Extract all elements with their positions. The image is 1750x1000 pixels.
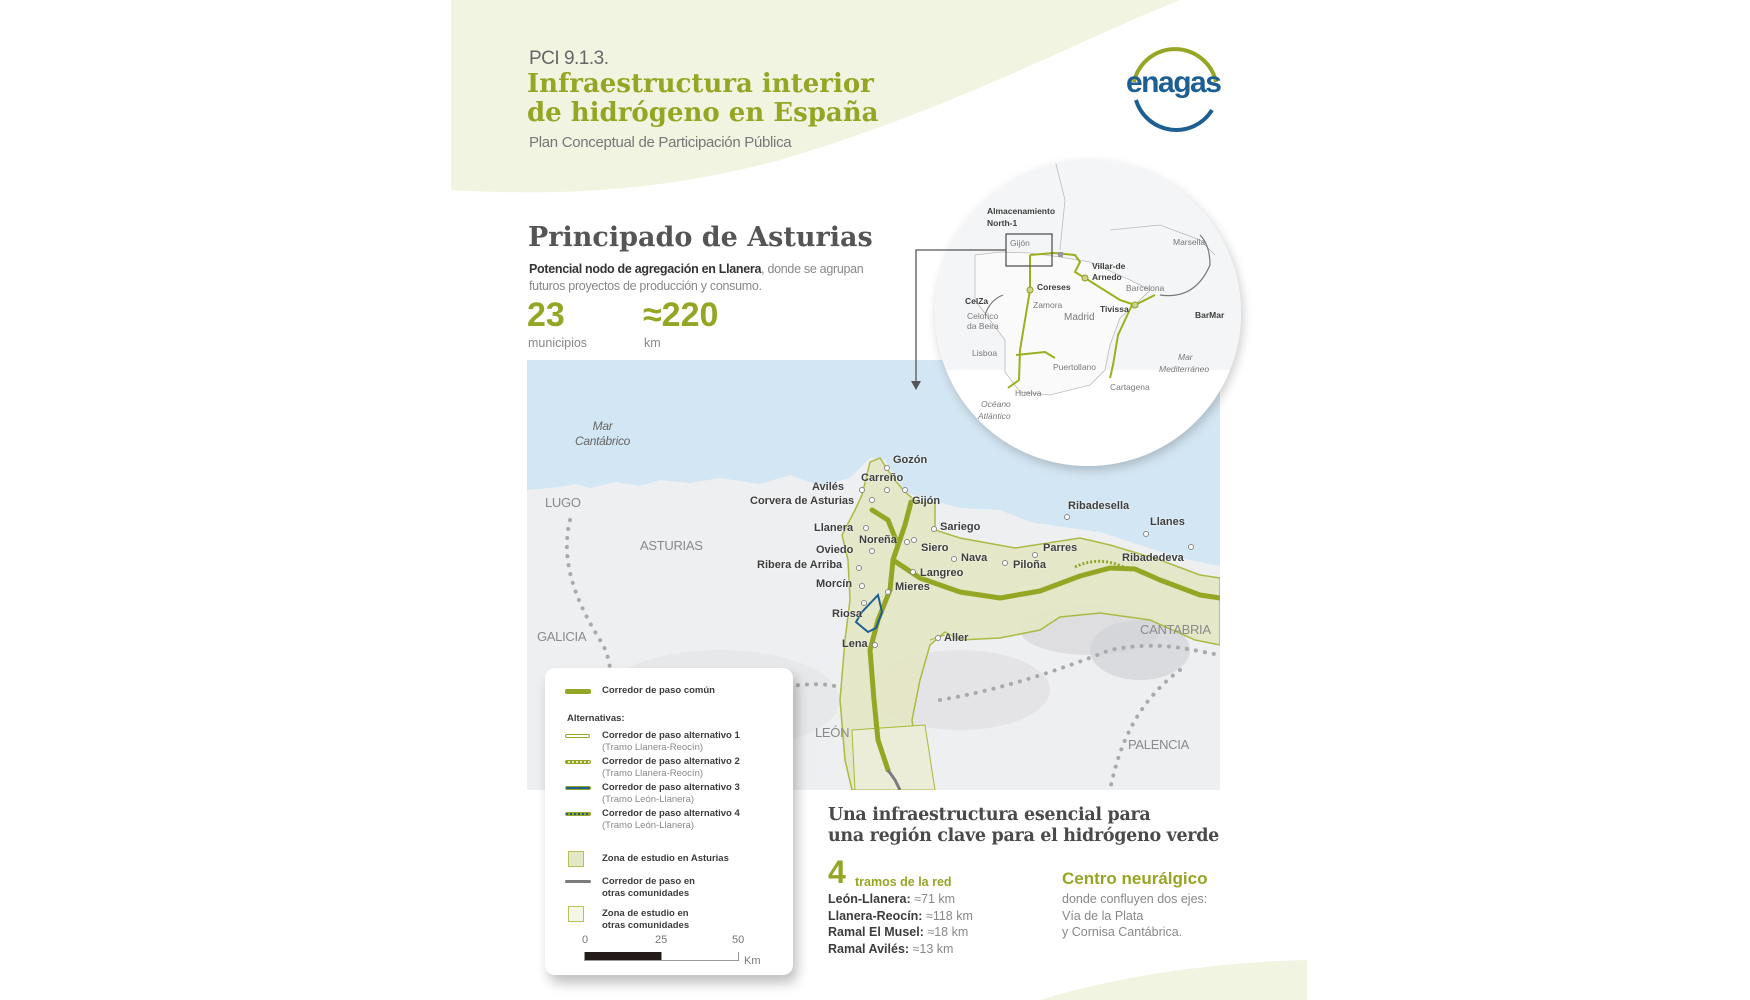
inset-label: CelZa [965,296,989,306]
desc-line-2: futuros proyectos de producción y consumo. [529,279,762,293]
municipality-label: Lena [842,638,868,650]
municipality-marker [904,539,910,545]
hub-description [1062,891,1207,941]
municipality-marker [902,487,908,493]
municipality-marker [859,487,865,493]
legend-sublabel: (Tramo Llanera-Reocín) [602,742,704,753]
scale-unit: Km [744,955,761,967]
hub-title: Centro neurálgico [1062,869,1208,888]
desc-bold: Potencial nodo de agregación en Llanera [529,262,762,276]
common-swatch [565,689,591,694]
section-item [828,941,973,958]
inset-label: Atlántico [978,411,1011,421]
header-subtitle: Plan Conceptual de Participación Pública [529,134,792,151]
municipality-marker [910,569,916,575]
scale-tick: 0 [582,934,589,946]
hub-line-3: y Cornisa Cantábrica. [1062,925,1183,939]
municipality-label: Ribadesella [1068,500,1130,512]
municipality-label: Carreño [861,472,904,484]
logo-text: enagas [1126,66,1221,99]
municipality-label: Avilés [812,481,845,493]
sea-label [575,419,630,449]
inset-label: Barcelona [1126,283,1165,293]
section-length: ≈13 km [912,941,954,956]
sections-list [828,891,973,957]
municipality-label: Gozón [893,454,928,466]
municipality-label: Oviedo [816,544,854,556]
section-name: Llanera-Reocín: [828,908,923,923]
municipality-marker [861,600,867,606]
sea-label-2: Cantábrico [575,434,631,448]
inset-label: Mediterráneo [1159,364,1210,374]
footer-wave [1040,960,1307,1000]
alt4-swatch [565,812,591,816]
inset-label: Zamora [1033,300,1063,310]
inset-label: Marsella [1173,237,1206,247]
municipality-marker [872,642,878,648]
legend-text [602,730,740,754]
region-description [529,261,863,295]
legend-sublabel: (Tramo Llanera-Reocín) [602,768,704,779]
inset-label: Tivissa [1100,304,1129,314]
municipality-marker [911,537,917,543]
other-corridor-swatch [565,880,591,883]
inset-label: Madrid [1064,312,1095,323]
municipality-marker [1032,552,1038,558]
inset-label: BarMar [1195,310,1225,320]
municipality-label: Morcín [816,578,853,590]
municipality-label: Ribera de Arriba [757,559,843,571]
municipality-marker [869,497,875,503]
section-length: ≈71 km [914,892,956,906]
municipality-label: Ribadedeva [1122,552,1184,564]
stat-km-label: km [644,336,661,350]
region-label: CANTABRIA [1140,622,1211,637]
section-item [828,908,973,925]
inset-label: Celorico [967,311,999,321]
municipality-marker [863,525,869,531]
municipality-marker [1143,531,1149,537]
municipality-marker [931,526,937,532]
legend-text [602,876,695,900]
municipality-marker [1002,560,1008,566]
zone-asturias-swatch [568,851,584,867]
municipality-label: Nava [961,552,988,564]
region-label: LUGO [545,495,581,510]
summary-title-2: una región clave para el hidrógeno verde [828,826,1219,846]
inset-label: North-1 [987,218,1018,228]
legend-label: Corredor de paso alternativo 2 [602,756,740,767]
legend-label: Corredor de paso alternativo 4 [602,808,740,819]
inset-label: Villar-de [1092,261,1126,271]
inset-label: Lisboa [972,348,998,358]
municipality-label: Parres [1043,542,1078,554]
region-label: GALICIA [537,629,587,644]
municipality-label: Sariego [940,521,981,533]
municipality-label: Langreo [920,567,964,579]
legend-text: Corredor de paso común [602,685,715,696]
legend-label: otras comunidades [602,920,690,931]
sea-label-1: Mar [592,419,613,433]
region-label: LEÓN [815,725,850,740]
legend-text [602,782,740,806]
municipality-marker [859,583,865,589]
alt2-swatch [565,760,591,764]
municipality-marker [951,556,957,562]
inset-label: Puertollano [1053,362,1097,372]
alt1-swatch [565,734,590,738]
stat-km-value: ≈220 [643,296,719,334]
section-length: ≈118 km [925,908,973,923]
hub-line-1: donde confluyen dos ejes: [1062,892,1208,906]
stat-municipalities-value: 23 [527,296,565,334]
summary-title-1: Una infraestructura esencial para [828,805,1151,825]
pci-code: PCI 9.1.3. [529,48,609,69]
inset-label: Cartagena [1110,382,1150,392]
municipality-label: Llanes [1150,516,1185,528]
legend-text [602,756,740,780]
legend-text [602,808,740,832]
municipality-marker [1188,544,1194,550]
municipality-marker [869,548,875,554]
legend-sublabel: (Tramo León-Llanera) [602,820,695,831]
municipality-label: Noreña [859,534,897,546]
legend-label: Corredor de paso alternativo 1 [602,730,740,741]
municipality-marker [885,589,891,595]
hub-line-2: Vía de la Plata [1062,908,1144,923]
scale-tick: 50 [732,934,745,946]
stat-municipalities-label: municipios [528,336,588,350]
legend-label: Zona de estudio en [602,908,689,919]
title-line-2: de hidrógeno en España [527,98,879,128]
scale-tick: 25 [655,934,668,946]
legend-label: Corredor de paso en [602,876,695,887]
section-item [828,924,973,941]
scale-bar-graphic [584,952,739,961]
inset-label: Coreses [1037,282,1071,292]
inset-label: da Beira [967,321,999,331]
municipality-label: Llanera [814,522,854,534]
legend-label: otras comunidades [602,888,690,899]
legend-text [602,908,689,932]
sections-count: 4 [828,854,846,890]
region-label: ASTURIAS [640,538,703,553]
municipality-marker [884,465,890,471]
inset-label: Gijón [1010,238,1030,248]
region-label: PALENCIA [1128,737,1189,752]
municipality-marker [856,565,862,571]
main-title [527,70,879,128]
other-zone-swatch [568,906,584,922]
municipality-label: Gijón [912,495,941,507]
municipality-label: Riosa [832,608,862,620]
municipality-label: Siero [921,542,949,554]
summary-title [828,805,1219,847]
municipality-label: Piloña [1013,559,1047,571]
inset-label: Arnedo [1092,272,1122,282]
municipality-label: Aller [944,632,969,644]
municipality-marker [935,635,941,641]
title-line-1: Infraestructura interior [527,69,874,99]
section-item [828,891,973,908]
inset-label: Almacenamiento [987,206,1056,216]
inset-label: Mar [1178,352,1193,362]
section-name: Ramal Avilés: [828,941,910,956]
section-name: Ramal El Musel: [828,925,924,939]
section-name: León-Llanera: [828,892,911,906]
alt3-swatch [565,786,591,790]
legend-text: Zona de estudio en Asturias [602,853,729,864]
map-legend [545,668,793,975]
legend-sublabel: (Tramo León-Llanera) [602,794,695,805]
legend-alternatives-heading: Alternativas: [567,713,625,724]
region-title: Principado de Asturias [528,222,873,253]
sections-label: tramos de la red [855,875,952,889]
legend-label: Corredor de paso alternativo 3 [602,782,740,793]
inset-label: Océano [981,399,1011,409]
municipality-label: Mieres [895,581,930,593]
desc-rest: , donde se agrupan [761,262,864,276]
municipality-marker [1064,514,1070,520]
municipality-label: Corvera de Asturias [750,495,855,507]
inset-label: Huelva [1015,388,1042,398]
section-length: ≈18 km [927,925,969,939]
municipality-marker [884,487,890,493]
